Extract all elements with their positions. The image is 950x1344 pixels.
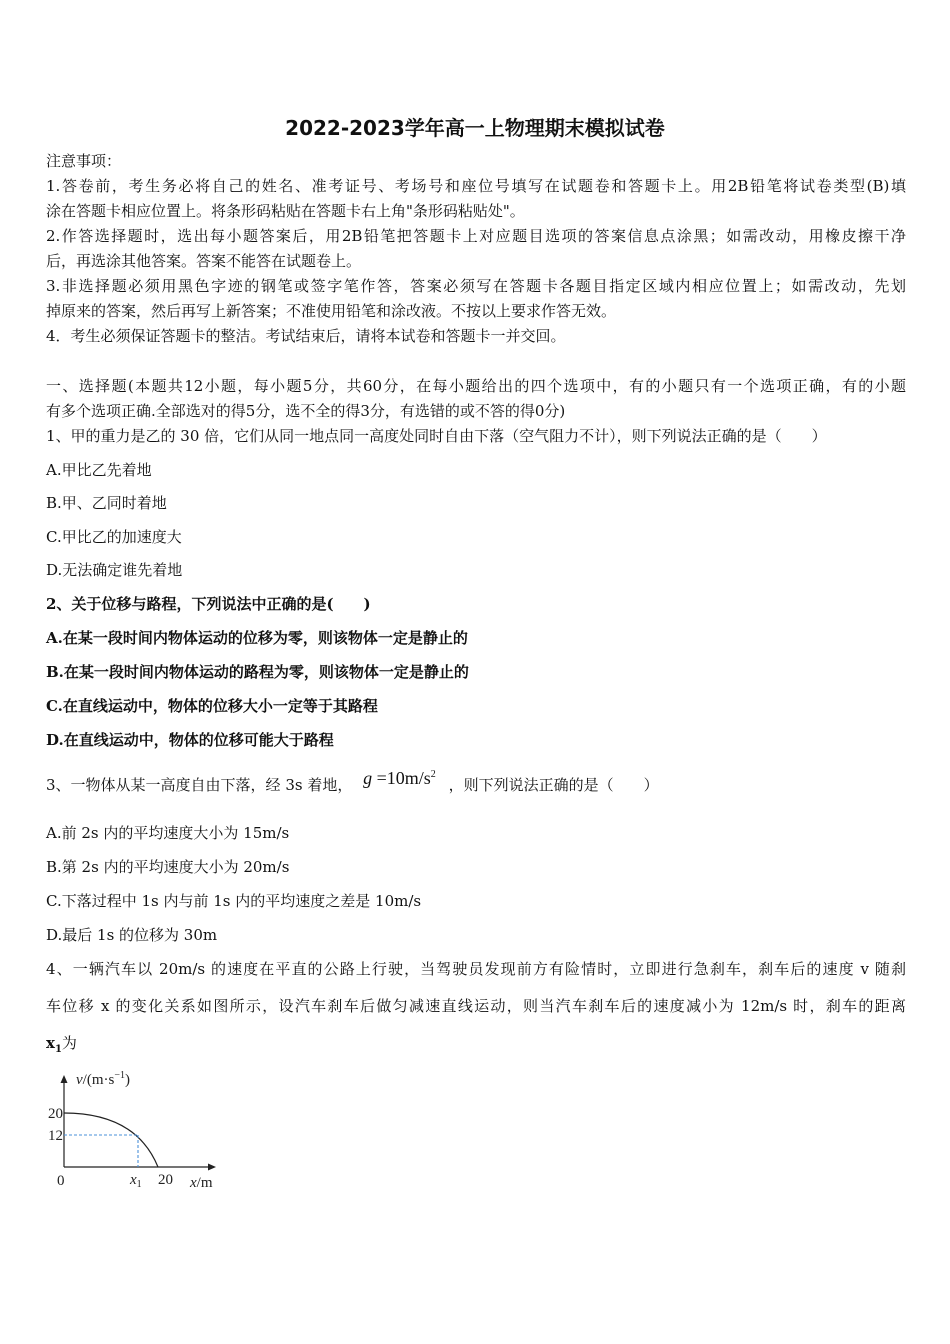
- question-3-stem-start: 3、一物体从某一高度自由下落，经 3s 着地，: [46, 776, 353, 794]
- notice-item-1-line-2: 涂在答题卡相应位置上。将条形码粘贴在答题卡右上角"条形码粘贴处"。: [46, 202, 525, 220]
- notice-item-1-line-1: 1.答卷前，考生务必将自己的姓名、准考证号、考场号和座位号填写在试题卷和答题卡上。用2B铅笔将试卷类型(B)填: [46, 177, 906, 195]
- x1-symbol: x: [46, 1034, 55, 1052]
- x-axis-label: [189, 1175, 213, 1191]
- gravity-formula: [363, 764, 436, 789]
- notice-heading: 注意事项：: [46, 152, 122, 170]
- formula-exponent: 2: [430, 769, 436, 780]
- question-4-line-1: 4、一辆汽车以 20m/s 的速度在平直的公路上行驶，当驾驶员发现前方有险情时，立即进行急刹车，刹车后的速度 v 随刹: [46, 960, 906, 978]
- question-1-option-a: A.甲比乙先着地: [46, 461, 152, 479]
- y-axis-label-exp: −1: [114, 1070, 125, 1081]
- velocity-displacement-graph: [40, 1063, 230, 1193]
- question-4-line-2: 车位移 x 的变化关系如图所示，设汽车刹车后做匀减速直线运动，则当汽车刹车后的速度减小为 12m/s 时，刹车的距离: [46, 997, 906, 1015]
- question-1-stem: 1、甲的重力是乙的 30 倍，它们从同一地点同一高度处同时自由下落（空气阻力不计），则下列说法正确的是（ ）: [46, 427, 827, 445]
- x-axis-arrow: [208, 1164, 216, 1171]
- y-tick-20: 20: [48, 1106, 63, 1122]
- x-tick-x1-var: x: [130, 1172, 137, 1188]
- y-tick-12: 12: [48, 1128, 63, 1144]
- section-1-heading-line-2: 有多个选项正确.全部选对的得5分，选不全的得3分，有选错的或不答的得0分): [46, 402, 566, 420]
- notice-item-2-line-1: 2.作答选择题时，选出每小题答案后，用2B铅笔把答题卡上对应题目选项的答案信息点涂黑；如需改动，用橡皮擦干净: [46, 227, 906, 245]
- y-axis-label-var: v: [76, 1072, 83, 1088]
- formula-g: g: [363, 768, 373, 788]
- question-3-option-c: C.下落过程中 1s 内与前 1s 内的平均速度之差是 10m/s: [46, 892, 422, 910]
- x1-subscript: 1: [54, 1044, 62, 1055]
- y-axis-label: [76, 1070, 130, 1088]
- question-3-option-b: B.第 2s 内的平均速度大小为 20m/s: [46, 858, 290, 876]
- formula-value: =10m/s: [372, 768, 431, 788]
- question-2-option-a: A.在某一段时间内物体运动的位移为零，则该物体一定是静止的: [46, 629, 468, 647]
- question-2-option-d: D.在直线运动中，物体的位移可能大于路程: [46, 731, 334, 749]
- question-2-option-b: B.在某一段时间内物体运动的路程为零，则该物体一定是静止的: [46, 663, 469, 681]
- question-2-option-c: C.在直线运动中，物体的位移大小一定等于其路程: [46, 697, 378, 715]
- question-1-option-b: B.甲、乙同时着地: [46, 494, 167, 512]
- notice-item-3-line-1: 3.非选择题必须用黑色字迹的钢笔或签字笔作答，答案必须写在答题卡各题目指定区域内相应位置上；如需改动，先划: [46, 277, 906, 295]
- y-axis-label-unit: /(m·s: [82, 1072, 115, 1088]
- section-1-heading-line-1: 一、选择题(本题共12小题，每小题5分，共60分，在每小题给出的四个选项中，有的小题只有一个选项正确，有的小题: [46, 377, 906, 395]
- question-3-option-a: A.前 2s 内的平均速度大小为 15m/s: [46, 824, 290, 842]
- x-tick-x1-sub: 1: [136, 1179, 142, 1190]
- x-axis-label-unit: /m: [196, 1175, 213, 1191]
- x-axis-label-var: x: [190, 1175, 197, 1191]
- question-1-option-c: C.甲比乙的加速度大: [46, 528, 182, 546]
- page-title: 2022-2023学年高一上物理期末模拟试卷: [285, 116, 665, 140]
- y-axis-arrow: [61, 1075, 68, 1083]
- question-3-stem-end: ，则下列说法正确的是（ ）: [448, 776, 659, 794]
- notice-item-4: 4．考生必须保证答题卡的整洁。考试结束后，请将本试卷和答题卡一并交回。: [46, 327, 566, 345]
- question-4-line-3-tail: 为: [61, 1034, 77, 1052]
- question-2-stem: 2、关于位移与路程，下列说法中正确的是( ): [46, 595, 371, 613]
- question-3-stem: [46, 770, 906, 796]
- velocity-curve: [64, 1113, 158, 1167]
- x-tick-x1: [129, 1172, 142, 1190]
- question-4-line-3: [46, 1032, 906, 1061]
- question-3-option-d: D.最后 1s 的位移为 30m: [46, 926, 218, 944]
- notice-item-2-line-2: 后，再选涂其他答案。答案不能答在试题卷上。: [46, 252, 362, 270]
- y-axis-label-close: ): [124, 1072, 130, 1088]
- origin-label: 0: [57, 1173, 65, 1189]
- question-1-option-d: D.无法确定谁先着地: [46, 561, 183, 579]
- x-tick-20: 20: [158, 1172, 173, 1188]
- notice-item-3-line-2: 掉原来的答案，然后再写上新答案；不准使用铅笔和涂改液。不按以上要求作答无效。: [46, 302, 617, 320]
